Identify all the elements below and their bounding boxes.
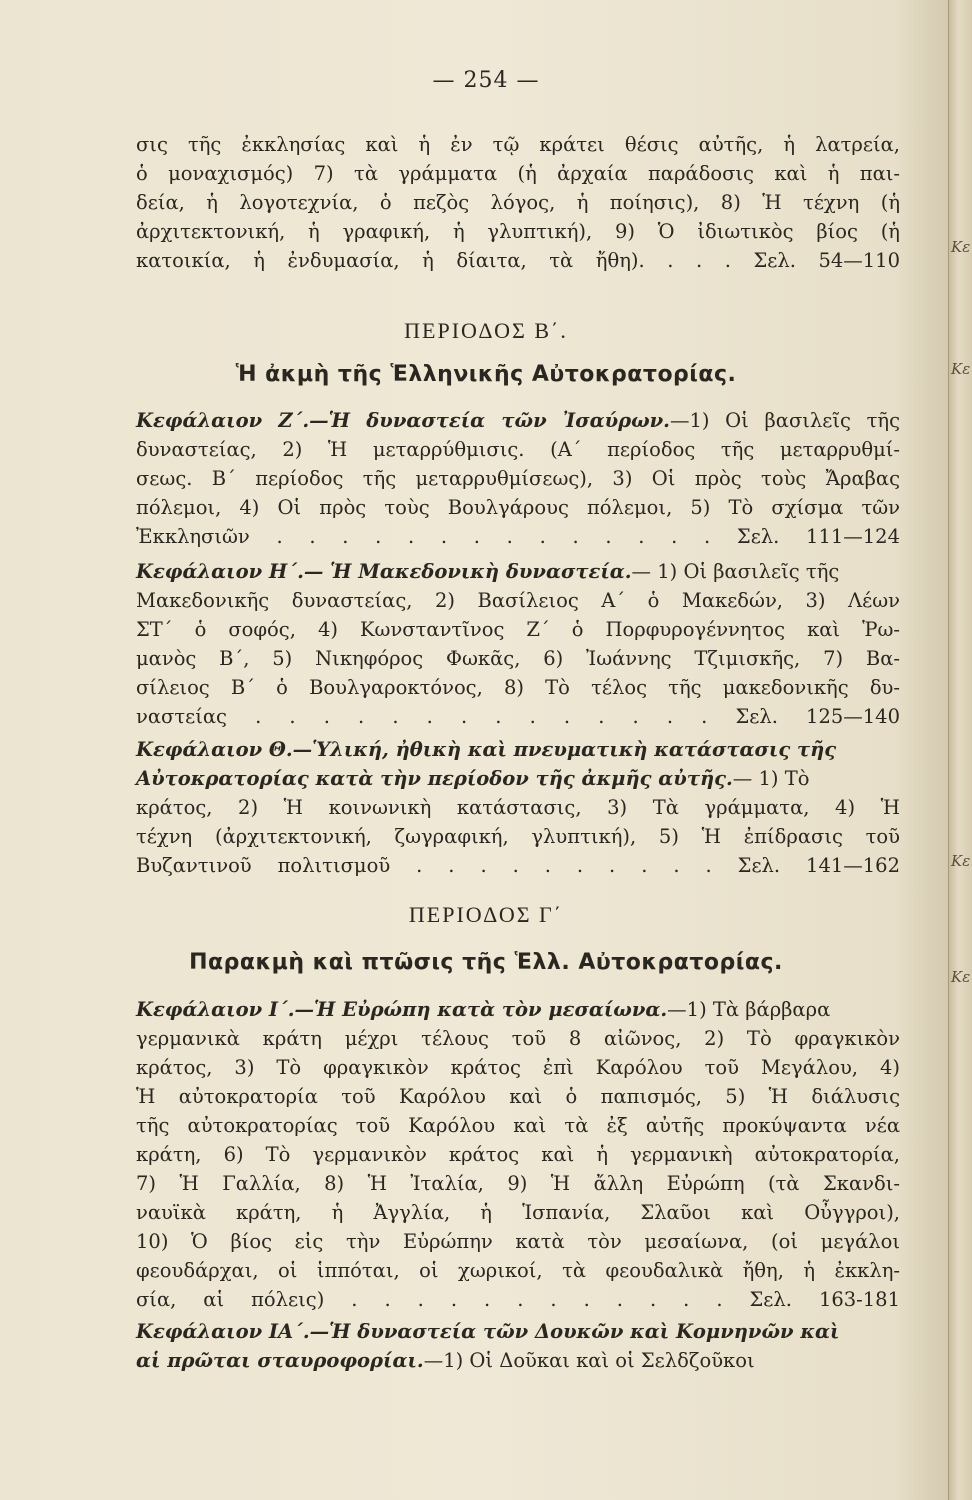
text-line: σία, αἱ πόλεις) . . . . . . . . . . . . Σελ. 163-181 [136,1288,900,1311]
chapter-heading: Αὐτοκρατορίας κατὰ τὴν περίοδον τῆς ἀκμῆς αὐτῆς. [136,767,733,790]
text-line: ναστείας . . . . . . . . . . . . . . Σελ. 125—140 [136,705,900,728]
text-line: μανὸς Β΄, 5) Νικηφόρος Φωκᾶς, 6) Ἰωάννης Τζιμισκῆς, 7) Βα- [136,647,900,670]
text-line: σίλειος Β΄ ὁ Βουλγαροκτόνος, 8) Τὸ τέλος τῆς μακεδονικῆς δυ- [136,676,900,699]
edge-mark: Κε [951,852,971,870]
chapter-8 [136,557,900,731]
text-line: 10) Ὁ βίος εἰς τὴν Εὐρώπην κατὰ τὸν μεσαίωνα, (οἱ μεγάλοι [136,1230,900,1253]
text-line: κράτη, 6) Τὸ γερμανικὸν κράτος καὶ ἡ γερμανικὴ αὐτοκρατορία, [136,1143,900,1166]
text-line: σεως. Β΄ περίοδος τῆς μεταρρυθμίσεως), 3) Οἱ πρὸς τοὺς Ἄραβας [136,467,900,490]
text-line: κράτος, 2) Ἡ κοινωνικὴ κατάστασις, 3) Τὰ γράμματα, 4) Ἡ [136,796,900,819]
text-line: ὁ μοναχισμός) 7) τὰ γράμματα (ἡ ἀρχαία παράδοσις καὶ ἡ παι- [136,162,900,185]
chapter-heading-line [136,1346,900,1375]
text-line: τέχνη (ἀρχιτεκτονική, ζωγραφική, γλυπτική), 5) Ἡ ἐπίδρασις τοῦ [136,825,900,848]
text-line: ΣΤ΄ ὁ σοφός, 4) Κωνσταντῖνος Ζ΄ ὁ Πορφυρογέννητος καὶ Ῥω- [136,618,900,641]
chapter-heading-line [136,557,900,586]
chapter-heading-rest: — 1) Τὸ [732,767,810,790]
text-line: ναυϊκὰ κράτη, ἡ Ἀγγλία, ἡ Ἱσπανία, Σλαῦοι καὶ Οὖγγροι), [136,1201,900,1224]
chapter-heading: αἱ πρῶται σταυροφορίαι. [136,1349,424,1372]
next-page-edge [948,0,972,1500]
edge-mark: Κε [951,360,971,378]
chapter-11 [136,1317,900,1375]
chapter-heading-line [136,406,900,435]
text-line: γερμανικὰ κράτη μέχρι τέλους τοῦ 8 αἰῶνος, 2) Τὸ φραγκικὸν [136,1027,900,1050]
text-line: Μακεδονικῆς δυναστείας, 2) Βασίλειος Α΄ ὁ Μακεδών, 3) Λέων [136,589,900,612]
period-b-title: ΠΕΡΙΟΔΟΣ Β΄. [404,318,568,343]
period-c-title: ΠΕΡΙΟΔΟΣ Γ΄ [408,902,564,927]
text-line: σις τῆς ἐκκλησίας καὶ ἡ ἐν τῷ κράτει θέσις αὐτῆς, ἡ λατρεία, [136,133,900,156]
text-line: τῆς αὐτοκρατορίας τοῦ Καρόλου καὶ τὰ ἐξ αὐτῆς προκύψαντα νέα [136,1114,900,1137]
chapter-heading-rest: —1) Οἱ Δοῦκαι καὶ οἱ Σελδζοῦκοι [423,1349,755,1372]
chapter-heading-rest: —1) Οἱ βασιλεῖς τῆς [669,409,901,432]
chapter-heading-line [136,995,900,1024]
intro-paragraph [136,130,900,275]
chapter-heading: Κεφάλαιον Ι΄.—Ἡ Εὐρώπη κατὰ τὸν μεσαίωνα. [136,998,668,1021]
chapter-heading: Κεφάλαιον ΙΑ΄.—Ἡ δυναστεία τῶν Δουκῶν καὶ Κομνηνῶν καὶ [136,1320,840,1343]
chapter-heading-rest: —1) Τὰ βάρβαρα [667,998,831,1021]
period-b-subtitle: Ἡ ἀκμὴ τῆς Ἑλληνικῆς Αὐτοκρατορίας. [235,362,737,387]
text-line: Ἐκκλησιῶν . . . . . . . . . . . . . . Σελ. 111—124 [136,525,900,548]
text-line: δυναστείας, 2) Ἡ μεταρρύθμισις. (Α΄ περίοδος τῆς μεταρρυθμί- [136,438,900,461]
chapter-10 [136,995,900,1314]
chapter-heading-line [136,1317,900,1346]
edge-mark: Κε [951,968,971,986]
chapter-heading: Κεφάλαιον Θ.—Ὑλική, ἠθικὴ καὶ πνευματικὴ κατάστασις τῆς [136,738,837,761]
text-line: πόλεμοι, 4) Οἱ πρὸς τοὺς Βουλγάρους πόλεμοι, 5) Τὸ σχίσμα τῶν [136,496,900,519]
text-line: φεουδάρχαι, οἱ ἱππόται, οἱ χωρικοί, τὰ φεουδαλικὰ ἤθη, ἡ ἐκκλη- [136,1259,900,1282]
chapter-7 [136,406,900,551]
chapter-9 [136,735,900,880]
chapter-heading-line [136,735,900,764]
text-line: ἀρχιτεκτονική, ἡ γραφική, ἡ γλυπτική), 9) Ὁ ἰδιωτικὸς βίος (ἡ [136,220,900,243]
text-line: δεία, ἡ λογοτεχνία, ὁ πεζὸς λόγος, ἡ ποίησις), 8) Ἡ τέχνη (ἡ [136,191,900,214]
page-number: — 254 — [432,68,540,93]
chapter-heading-line [136,764,900,793]
edge-mark: Κε [951,238,971,256]
period-c-subtitle: Παρακμὴ καὶ πτῶσις τῆς Ἑλλ. Αὐτοκρατορίας. [189,950,783,975]
text-line: 7) Ἡ Γαλλία, 8) Ἡ Ἰταλία, 9) Ἡ ἄλλη Εὐρώπη (τὰ Σκανδι- [136,1172,900,1195]
text-line: Ἡ αὐτοκρατορία τοῦ Καρόλου καὶ ὁ παπισμός, 5) Ἡ διάλυσις [136,1085,900,1108]
text-line: Βυζαντινοῦ πολιτισμοῦ . . . . . . . . . . Σελ. 141—162 [136,854,900,877]
chapter-heading: Κεφάλαιον Ζ΄.—Ἡ δυναστεία τῶν Ἰσαύρων. [136,409,670,432]
text-line: κατοικία, ἡ ἐνδυμασία, ἡ δίαιτα, τὰ ἤθη). . . . Σελ. 54—110 [136,249,900,272]
text-line: κράτος, 3) Τὸ φραγκικὸν κράτος ἐπὶ Καρόλου τοῦ Μεγάλου, 4) [136,1056,900,1079]
chapter-heading: Κεφάλαιον Η΄.— Ἡ Μακεδονικὴ δυναστεία. [136,560,632,583]
chapter-heading-rest: — 1) Οἱ βασιλεῖς τῆς [631,560,840,583]
